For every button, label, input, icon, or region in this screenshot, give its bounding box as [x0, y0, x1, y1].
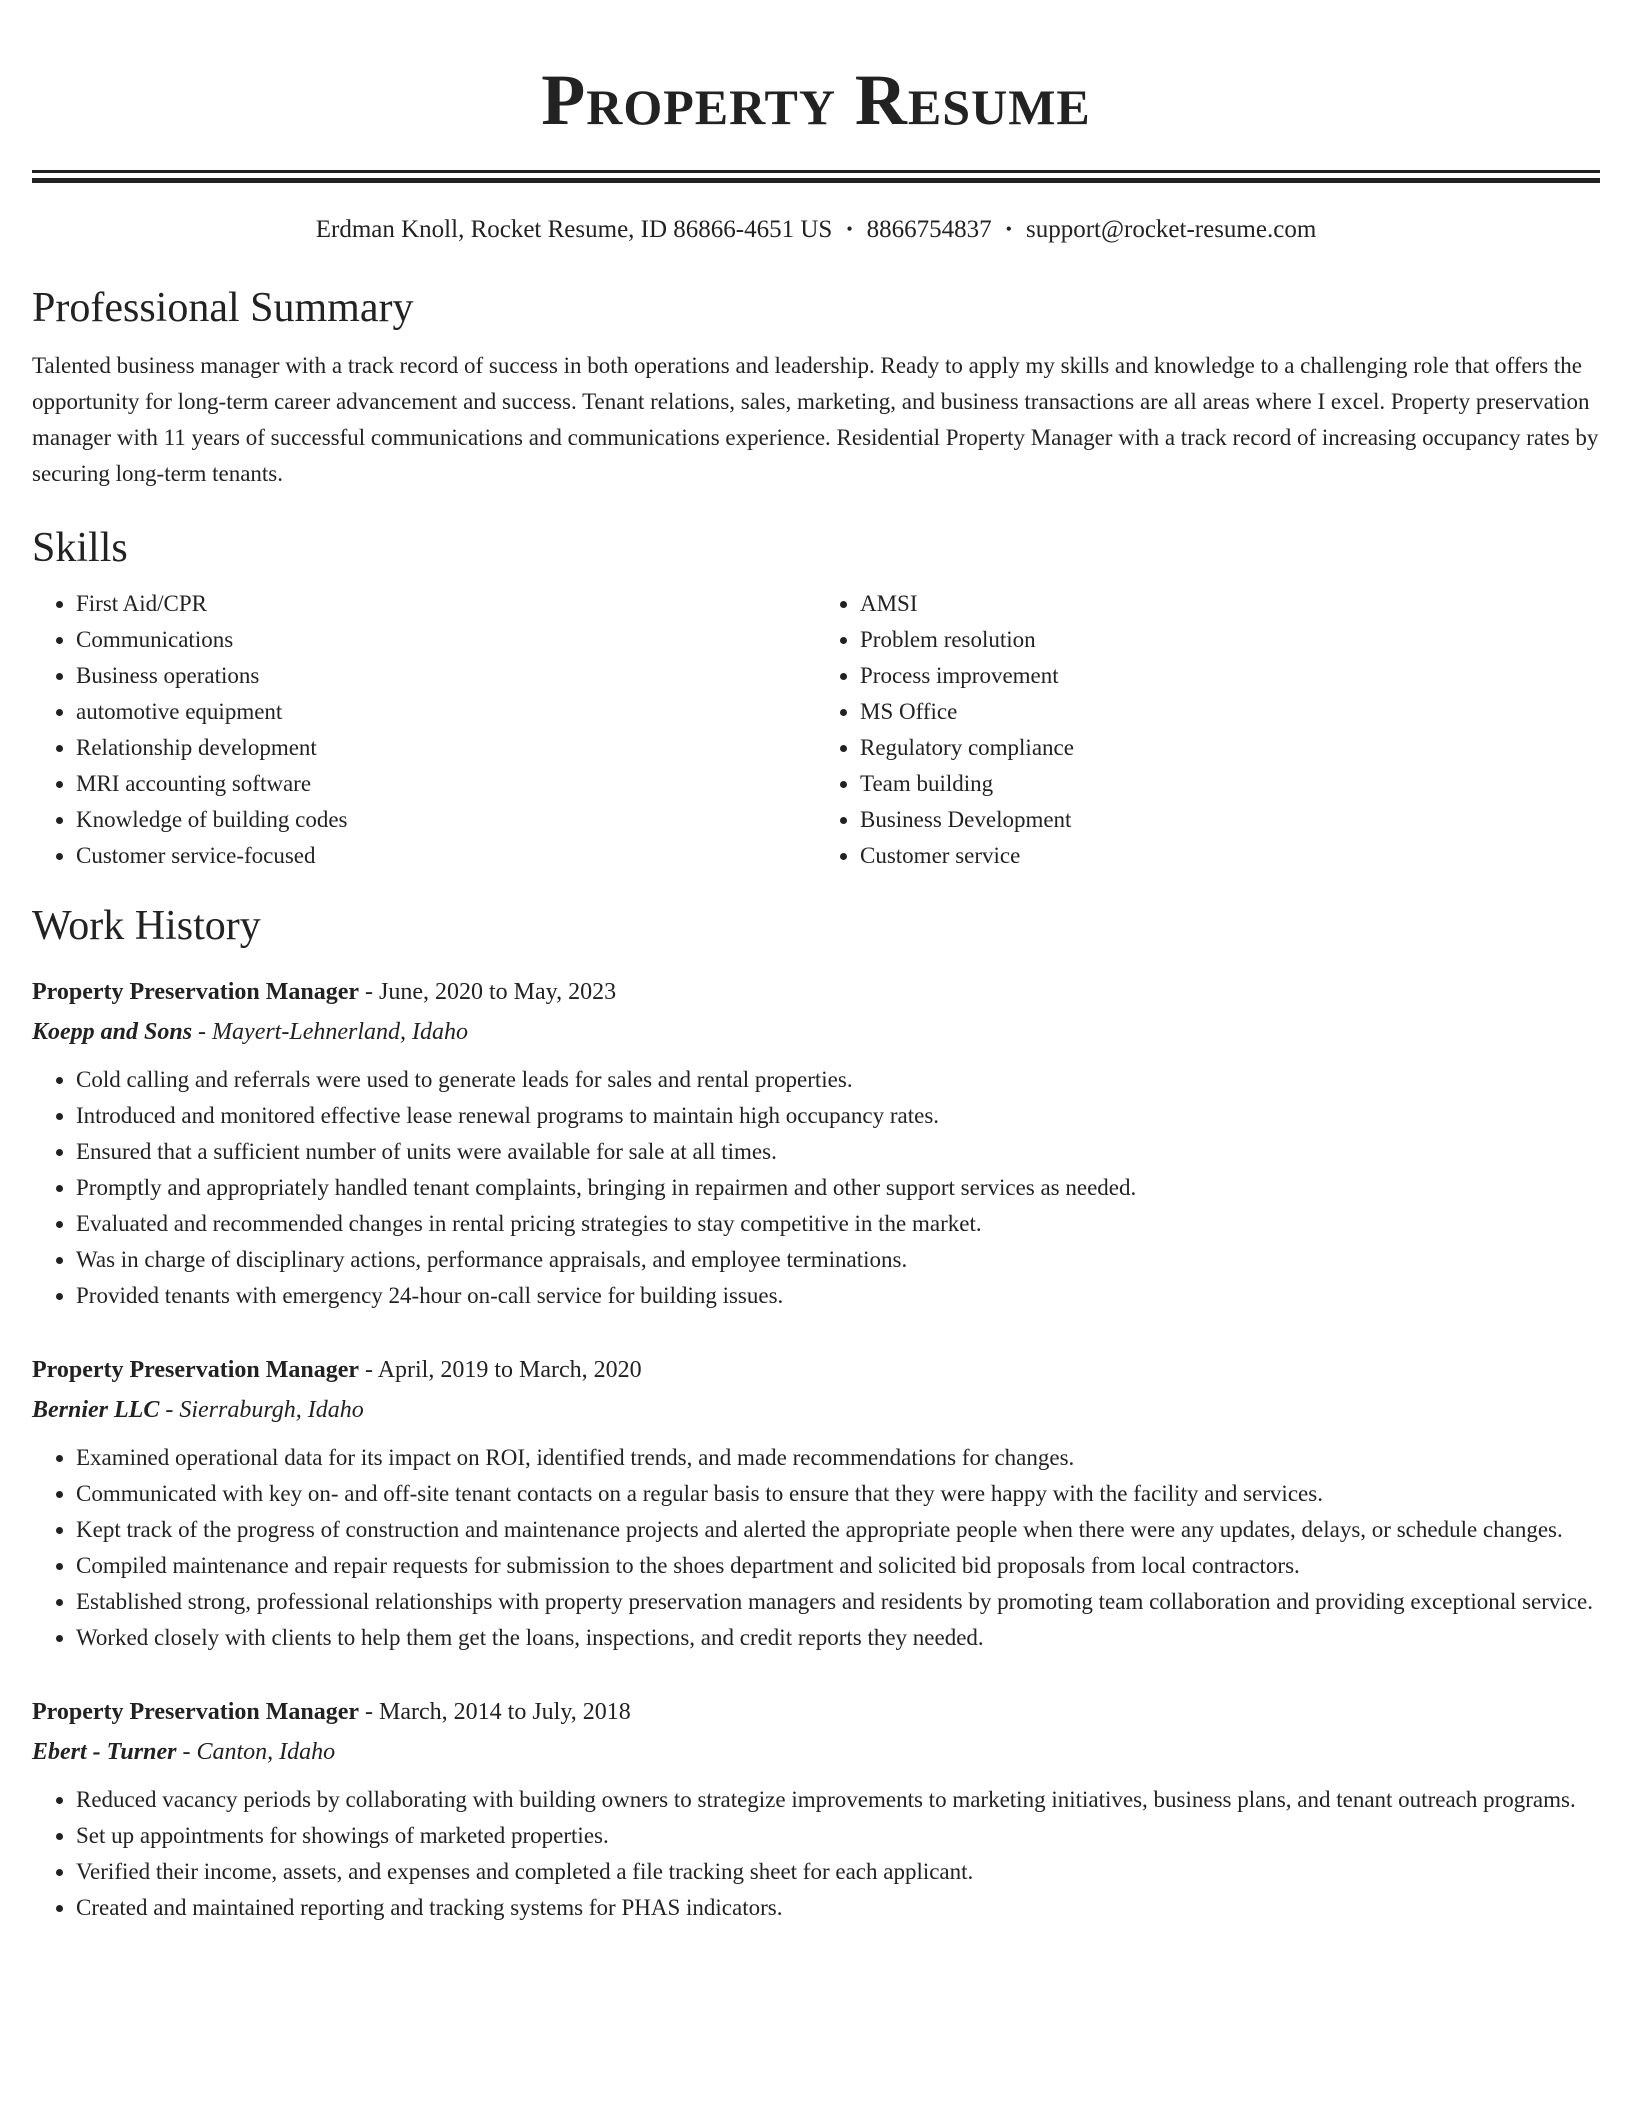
title-divider-thin — [32, 170, 1600, 173]
job-bullet: • Created and maintained reporting and tracking systems for PHAS indicators. — [76, 1890, 1600, 1926]
job-bullet-list — [32, 1440, 1600, 1656]
job-dates: April, 2019 to March, 2020 — [377, 1357, 642, 1383]
contact-separator: • — [1005, 219, 1012, 239]
skill-item: • Customer service-focused — [76, 838, 816, 874]
skills-heading: Skills — [32, 525, 128, 571]
job-bullet: • Communicated with key on- and off-site tenant contacts on a regular basis to ensure that they were happy with the facility and services. — [76, 1476, 1600, 1512]
job-title-line: Property Preservation Manager - April, 2019 to March, 2020 — [32, 1357, 642, 1383]
job-company-line: Koepp and Sons - Mayert-Lehnerland, Idaho — [32, 1019, 468, 1045]
skill-item: • Knowledge of building codes — [76, 802, 816, 838]
job-dates: March, 2014 to July, 2018 — [379, 1699, 631, 1725]
skill-item: • automotive equipment — [76, 694, 816, 730]
resume-title: Property Resume — [541, 60, 1091, 140]
job-company: Koepp and Sons — [32, 1019, 193, 1045]
job-bullet: • Compiled maintenance and repair requests for submission to the shoes department and solicited bid proposals from local contractors. — [76, 1548, 1600, 1584]
job-bullet: • Was in charge of disciplinary actions, performance appraisals, and employee terminations. — [76, 1242, 1600, 1278]
skill-item: • Relationship development — [76, 730, 816, 766]
job-bullet: • Promptly and appropriately handled tenant complaints, bringing in repairmen and other support services as needed. — [76, 1170, 1600, 1206]
skill-item: • MS Office — [860, 694, 1600, 730]
summary-heading: Professional Summary — [32, 285, 414, 331]
contact-email: support@rocket-resume.com — [1025, 216, 1317, 243]
job-entry — [32, 1692, 1600, 1926]
job-role: Property Preservation Manager — [32, 979, 360, 1005]
contact-separator: • — [846, 219, 853, 239]
job-title-line: Property Preservation Manager - March, 2014 to July, 2018 — [32, 1699, 631, 1725]
job-entry — [32, 1350, 1600, 1656]
job-company: Bernier LLC — [32, 1397, 160, 1423]
skills-list-left — [32, 586, 816, 874]
job-bullet: • Reduced vacancy periods by collaborating with building owners to strategize improvements to marketing initiatives, business plans, and tenant outreach programs. — [76, 1782, 1600, 1818]
job-company: Ebert - Turner — [32, 1739, 177, 1765]
skill-item: • Communications — [76, 622, 816, 658]
job-role: Property Preservation Manager — [32, 1357, 360, 1383]
job-bullet: • Ensured that a sufficient number of units were available for sale at all times. — [76, 1134, 1600, 1170]
job-bullet-list — [32, 1062, 1600, 1314]
skill-item: • Business Development — [860, 802, 1600, 838]
job-location: Sierraburgh, Idaho — [179, 1397, 364, 1423]
skill-item: • Process improvement — [860, 658, 1600, 694]
skill-item: • Problem resolution — [860, 622, 1600, 658]
job-title-line: Property Preservation Manager - June, 2020 to May, 2023 — [32, 979, 617, 1005]
job-location: Canton, Idaho — [196, 1739, 336, 1765]
job-location: Mayert-Lehnerland, Idaho — [212, 1019, 468, 1045]
contact-phone: 8866754837 — [866, 216, 992, 243]
job-bullet: • Cold calling and referrals were used to generate leads for sales and rental properties. — [76, 1062, 1600, 1098]
work-history-heading: Work History — [32, 903, 261, 949]
skill-item: • Business operations — [76, 658, 816, 694]
title-divider-thick — [32, 178, 1600, 183]
job-bullet-list — [32, 1782, 1600, 1926]
skill-item: • Customer service — [860, 838, 1600, 874]
skills-list-right — [816, 586, 1600, 874]
skill-item: • Team building — [860, 766, 1600, 802]
summary-text: Talented business manager with a track record of success in both operations and leadership. Ready to apply my skills and knowledge to a challenging role that offers the opportunity for long-term career advancement and success. Tenant relations, sales, marketing, and business transactions are all areas where I excel. Property preservation manager with 11 years of successful communications and communications experience. Residential Property Manager with a track record of increasing occupancy rates by securing long-term tenants. — [32, 353, 1599, 486]
job-bullet: • Examined operational data for its impact on ROI, identified trends, and made recommendations for changes. — [76, 1440, 1600, 1476]
job-bullet: • Established strong, professional relationships with property preservation managers and residents by promoting team collaboration and providing exceptional service. — [76, 1584, 1600, 1620]
job-bullet: • Worked closely with clients to help them get the loans, inspections, and credit reports they needed. — [76, 1620, 1600, 1656]
skills-grid — [32, 586, 1600, 874]
job-bullet: • Set up appointments for showings of marketed properties. — [76, 1818, 1600, 1854]
resume-page — [32, 0, 1600, 1926]
skill-item: • First Aid/CPR — [76, 586, 816, 622]
skill-item: • MRI accounting software — [76, 766, 816, 802]
job-company-line: Ebert - Turner - Canton, Idaho — [32, 1739, 336, 1765]
job-bullet: • Introduced and monitored effective lease renewal programs to maintain high occupancy rates. — [76, 1098, 1600, 1134]
contact-address: Erdman Knoll, Rocket Resume, ID 86866-4651 US — [315, 216, 833, 243]
job-dates: June, 2020 to May, 2023 — [379, 979, 617, 1005]
job-role: Property Preservation Manager — [32, 1699, 360, 1725]
job-entry — [32, 972, 1600, 1314]
job-bullet: • Evaluated and recommended changes in rental pricing strategies to stay competitive in the market. — [76, 1206, 1600, 1242]
job-bullet: • Kept track of the progress of construction and maintenance projects and alerted the appropriate people when there were any updates, delays, or schedule changes. — [76, 1512, 1600, 1548]
job-bullet: • Verified their income, assets, and expenses and completed a file tracking sheet for each applicant. — [76, 1854, 1600, 1890]
job-company-line: Bernier LLC - Sierraburgh, Idaho — [32, 1397, 364, 1423]
skill-item: • Regulatory compliance — [860, 730, 1600, 766]
contact-line — [32, 213, 1600, 246]
skill-item: • AMSI — [860, 586, 1600, 622]
job-bullet: • Provided tenants with emergency 24-hour on-call service for building issues. — [76, 1278, 1600, 1314]
